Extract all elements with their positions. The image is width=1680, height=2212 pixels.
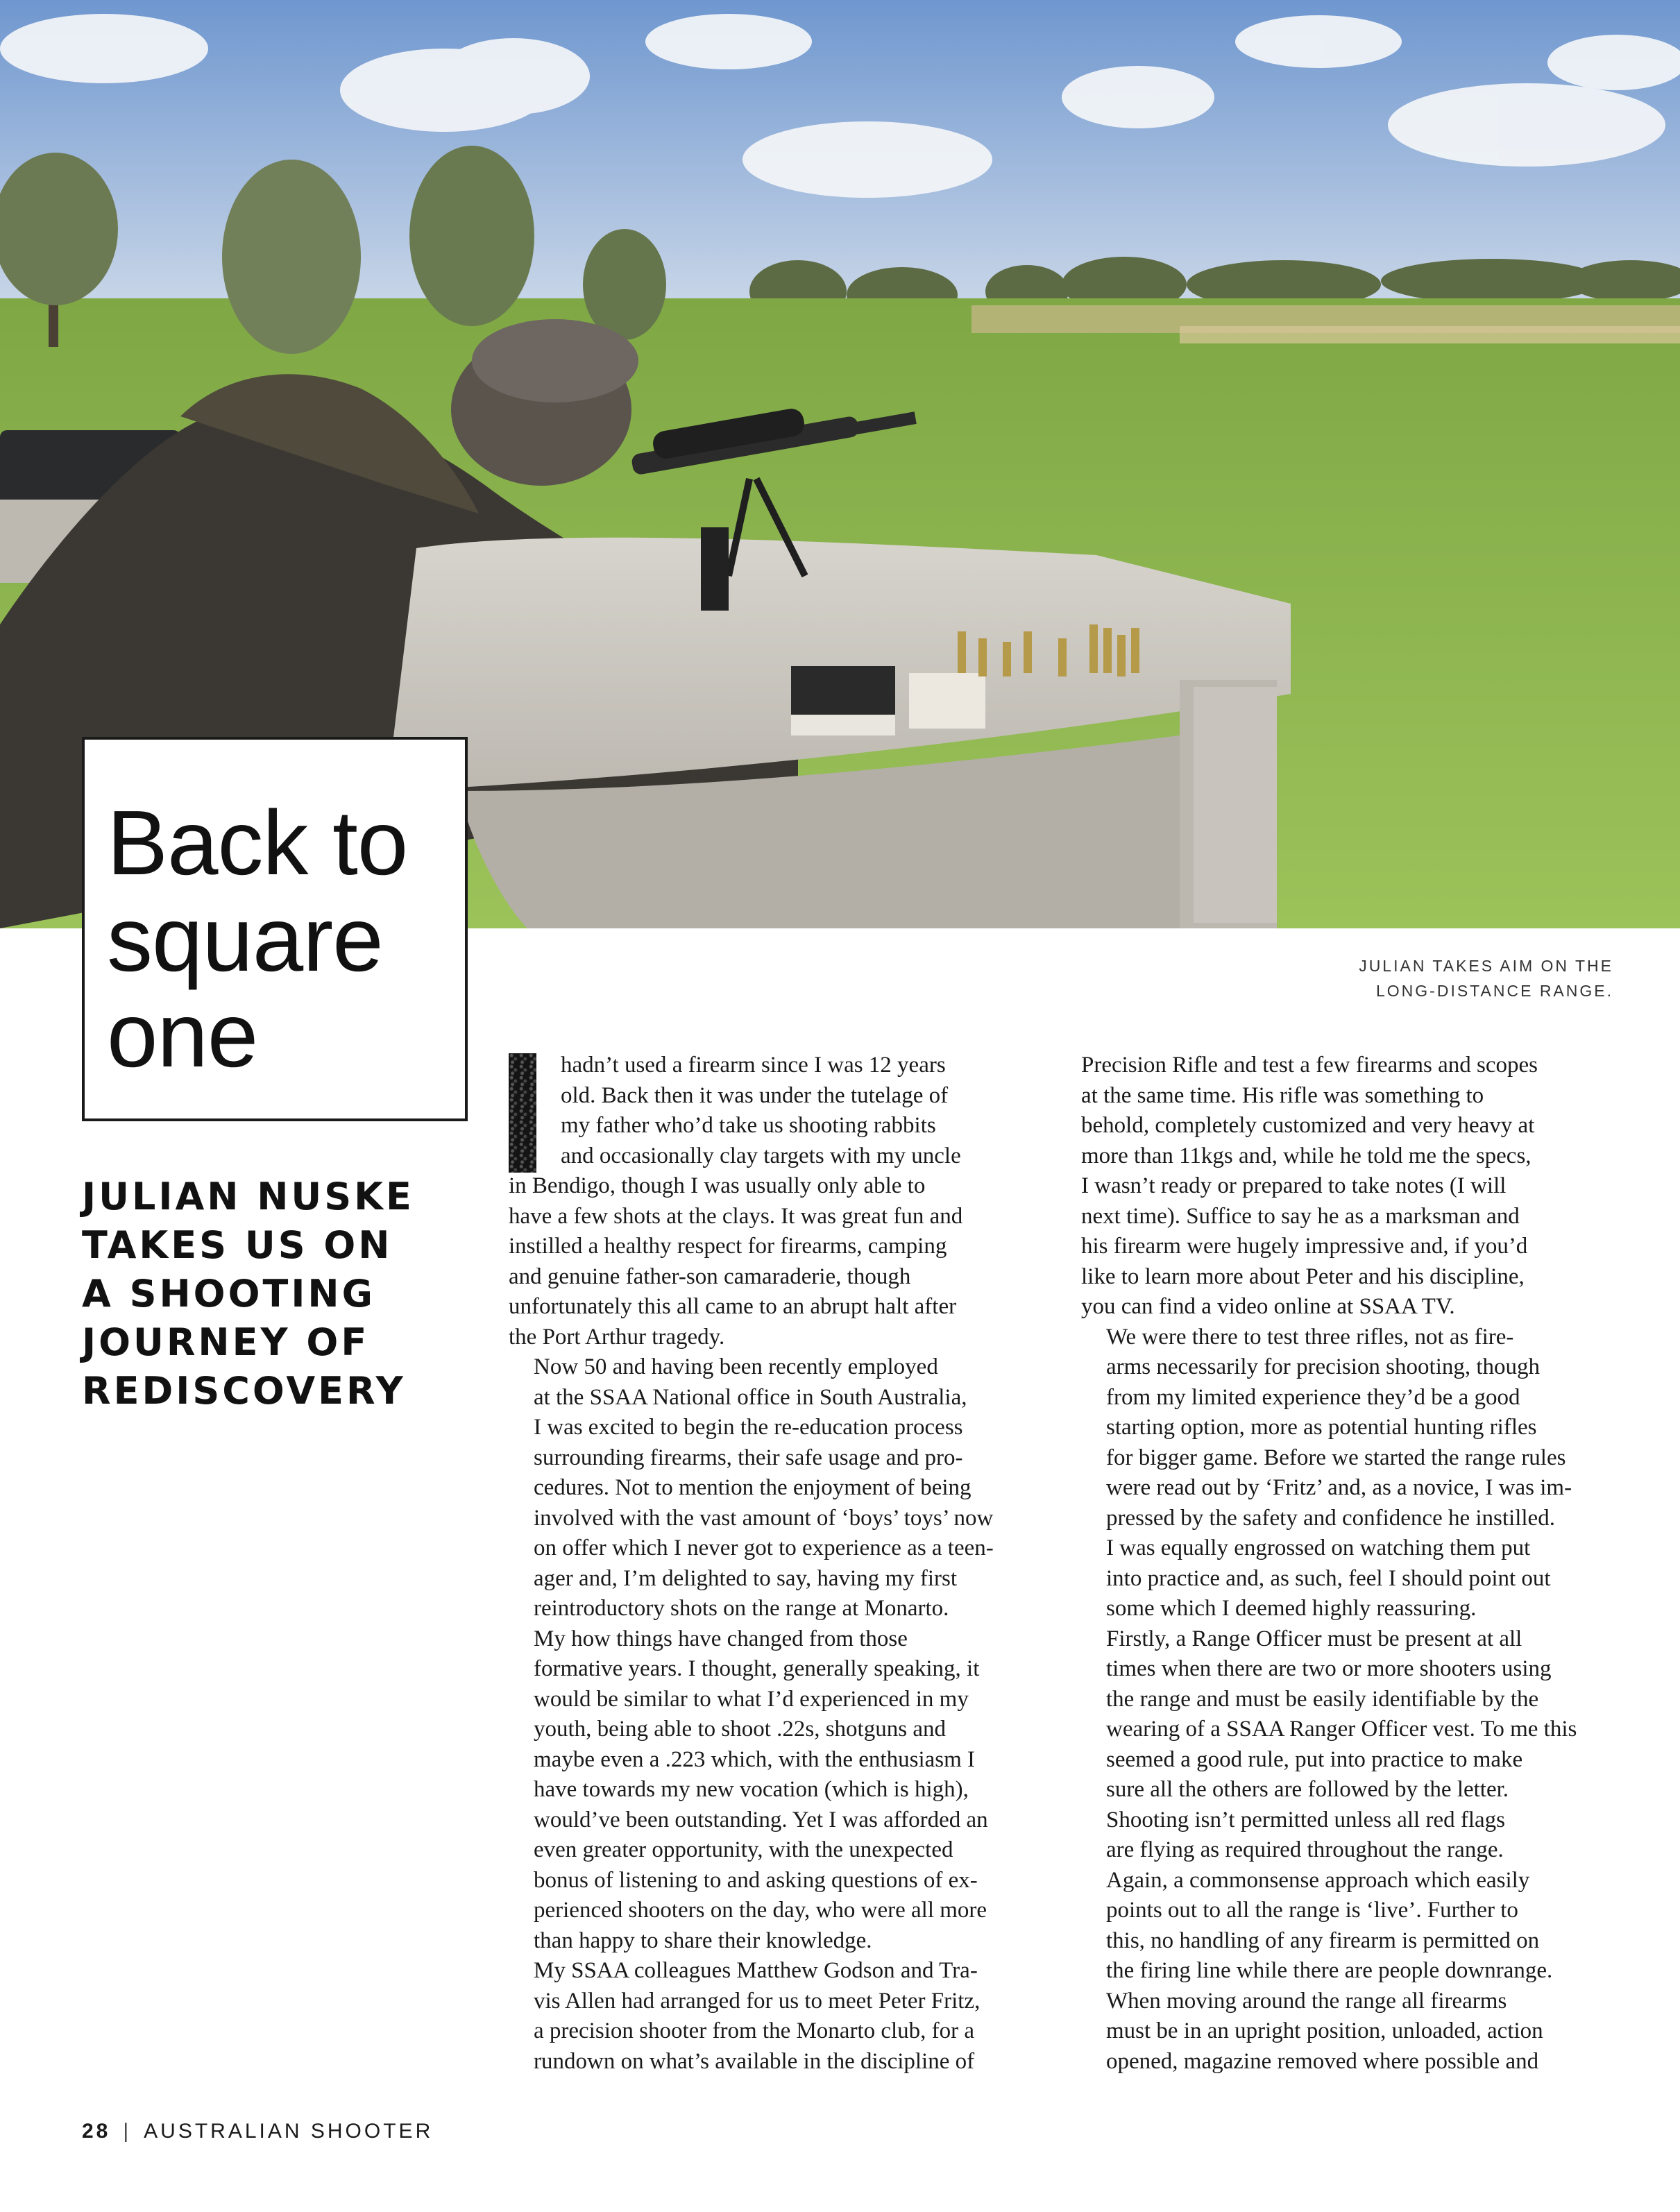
body-line: must be in an upright position, unloaded, action bbox=[1106, 2018, 1543, 2043]
body-paragraph bbox=[1081, 1805, 1610, 2077]
body-line: vis Allen had arranged for us to meet Peter Fritz, bbox=[534, 1988, 981, 2014]
body-line: Firstly, a Range Officer must be present at all bbox=[1106, 1626, 1522, 1651]
title-line: one bbox=[107, 984, 258, 1087]
standfirst-line: A SHOOTING bbox=[82, 1272, 375, 1316]
body-paragraph bbox=[509, 1050, 1037, 1352]
body-line: arms necessarily for precision shooting, though bbox=[1106, 1354, 1541, 1379]
body-line: a precision shooter from the Monarto club, for a bbox=[534, 2018, 975, 2043]
body-line: for bigger game. Before we started the range rules bbox=[1106, 1445, 1566, 1470]
body-line: more than 11kgs and, while he told me the specs, bbox=[1081, 1143, 1531, 1168]
body-line: into practice and, as such, feel I should point out bbox=[1106, 1565, 1551, 1591]
body-line: than happy to share their knowledge. bbox=[534, 1928, 872, 1953]
body-line: points out to all the range is ‘live’. Further to bbox=[1106, 1898, 1518, 1923]
body-line: and genuine father-son camaraderie, though bbox=[509, 1264, 911, 1289]
body-line: you can find a video online at SSAA TV. bbox=[1081, 1294, 1455, 1319]
body-line: opened, magazine removed where possible and bbox=[1106, 2048, 1539, 2074]
body-line: Precision Rifle and test a few firearms and scopes bbox=[1081, 1053, 1538, 1078]
body-line: the firing line while there are people downrange. bbox=[1106, 1958, 1553, 1983]
body-line: wearing of a SSAA Ranger Officer vest. To me this bbox=[1106, 1717, 1577, 1742]
body-line: bonus of listening to and asking questions of ex- bbox=[534, 1867, 978, 1893]
title-line: Back to bbox=[107, 792, 408, 894]
body-line: cedures. Not to mention the enjoyment of being bbox=[534, 1475, 971, 1500]
body-line: I was equally engrossed on watching them put bbox=[1106, 1535, 1531, 1560]
body-line: sure all the others are followed by the letter. bbox=[1106, 1777, 1509, 1802]
body-line: My SSAA colleagues Matthew Godson and Tra- bbox=[534, 1958, 978, 1983]
standfirst bbox=[82, 1173, 470, 1415]
body-line: unfortunately this all came to an abrupt halt after bbox=[509, 1294, 957, 1319]
body-line: some which I deemed highly reassuring. bbox=[1106, 1596, 1477, 1621]
body-line: youth, being able to shoot .22s, shotguns and bbox=[534, 1717, 946, 1742]
body-line: his firearm were hugely impressive and, if you’d bbox=[1081, 1234, 1528, 1259]
body-line: involved with the vast amount of ‘boys’ toys’ now bbox=[534, 1505, 994, 1531]
standfirst-line: JOURNEY OF bbox=[82, 1320, 370, 1364]
body-line: at the same time. His rifle was something to bbox=[1081, 1082, 1484, 1108]
body-line: my father who’d take us shooting rabbits bbox=[561, 1113, 936, 1138]
body-line: starting option, more as potential hunting rifles bbox=[1106, 1415, 1537, 1440]
body-line: this, no handling of any firearm is permitted on bbox=[1106, 1928, 1540, 1953]
body-line: surrounding firearms, their safe usage and pro- bbox=[534, 1445, 963, 1470]
body-line: from my limited experience they’d be a good bbox=[1106, 1384, 1520, 1410]
body-line: times when there are two or more shooters using bbox=[1106, 1656, 1552, 1681]
body-line: would’ve been outstanding. Yet I was afforded an bbox=[534, 1807, 988, 1832]
body-line: When moving around the range all firearms bbox=[1106, 1988, 1507, 2014]
body-paragraph bbox=[1081, 1050, 1610, 1322]
body-line: We were there to test three rifles, not as fire- bbox=[1106, 1324, 1514, 1350]
body-paragraph bbox=[509, 1956, 1037, 2077]
body-line: behold, completely customized and very heavy at bbox=[1081, 1113, 1535, 1138]
caption-line: JULIAN TAKES AIM ON THE bbox=[1359, 957, 1613, 975]
body-line: perienced shooters on the day, who were all more bbox=[534, 1898, 987, 1923]
body-line: ager and, I’m delighted to say, having my first bbox=[534, 1565, 958, 1591]
body-line: next time). Suffice to say he as a marksman and bbox=[1081, 1203, 1520, 1229]
body-paragraph bbox=[1081, 1322, 1610, 1624]
body-column-2 bbox=[1081, 1050, 1610, 2077]
body-column-1 bbox=[509, 1050, 1037, 2077]
body-line: and occasionally clay targets with my uncle bbox=[561, 1143, 961, 1168]
body-line: My how things have changed from those bbox=[534, 1626, 908, 1651]
page-footer bbox=[82, 2120, 433, 2143]
body-line: Now 50 and having been recently employed bbox=[534, 1354, 938, 1379]
body-line: old. Back then it was under the tutelage of bbox=[561, 1082, 949, 1108]
body-line: formative years. I thought, generally speaking, it bbox=[534, 1656, 980, 1681]
standfirst-line: TAKES US ON bbox=[82, 1223, 393, 1267]
body-line: hadn’t used a firearm since I was 12 years bbox=[561, 1053, 946, 1078]
body-line: on offer which I never got to experience as a teen- bbox=[534, 1535, 994, 1560]
standfirst-line: REDISCOVERY bbox=[82, 1369, 406, 1413]
publication-name: AUSTRALIAN SHOOTER bbox=[144, 2120, 434, 2143]
body-line: were read out by ‘Fritz’ and, as a novice, I was im- bbox=[1106, 1475, 1572, 1500]
body-line: at the SSAA National office in South Australia, bbox=[534, 1384, 967, 1410]
body-paragraph bbox=[1081, 1624, 1610, 1805]
body-line: have towards my new vocation (which is high), bbox=[534, 1777, 969, 1802]
body-line: Shooting isn’t permitted unless all red flags bbox=[1106, 1807, 1505, 1832]
footer-separator: | bbox=[123, 2120, 132, 2143]
body-paragraph bbox=[509, 1624, 1037, 1957]
body-line: the range and must be easily identifiable by the bbox=[1106, 1686, 1539, 1712]
body-line: I was excited to begin the re-education process bbox=[534, 1415, 963, 1440]
body-line: reintroductory shots on the range at Monarto. bbox=[534, 1596, 949, 1621]
body-line: the Port Arthur tragedy. bbox=[509, 1324, 725, 1350]
body-line: are flying as required throughout the range. bbox=[1106, 1837, 1504, 1862]
body-line: even greater opportunity, with the unexpected bbox=[534, 1837, 953, 1862]
photo-caption bbox=[1359, 953, 1613, 1003]
body-line: instilled a healthy respect for firearms, camping bbox=[509, 1234, 947, 1259]
body-line: I wasn’t ready or prepared to take notes (I will bbox=[1081, 1173, 1507, 1198]
body-paragraph bbox=[509, 1352, 1037, 1624]
body-line: like to learn more about Peter and his discipline, bbox=[1081, 1264, 1525, 1289]
body-line: pressed by the safety and confidence he instilled. bbox=[1106, 1505, 1555, 1531]
body-line: have a few shots at the clays. It was great fun and bbox=[509, 1203, 963, 1229]
body-line: Again, a commonsense approach which easily bbox=[1106, 1867, 1530, 1893]
body-line: in Bendigo, though I was usually only able to bbox=[509, 1173, 926, 1198]
title-line: square bbox=[107, 887, 383, 990]
body-line: seemed a good rule, put into practice to make bbox=[1106, 1746, 1523, 1772]
title-box bbox=[82, 737, 468, 1121]
body-line: would be similar to what I’d experienced in my bbox=[534, 1686, 969, 1712]
body-line: rundown on what’s available in the discipline of bbox=[534, 2048, 975, 2074]
body-line: maybe even a .223 which, with the enthusiasm I bbox=[534, 1746, 976, 1772]
page-number: 28 bbox=[82, 2120, 111, 2143]
caption-line: LONG-DISTANCE RANGE. bbox=[1376, 982, 1613, 1000]
standfirst-line: JULIAN NUSKE bbox=[82, 1175, 414, 1218]
